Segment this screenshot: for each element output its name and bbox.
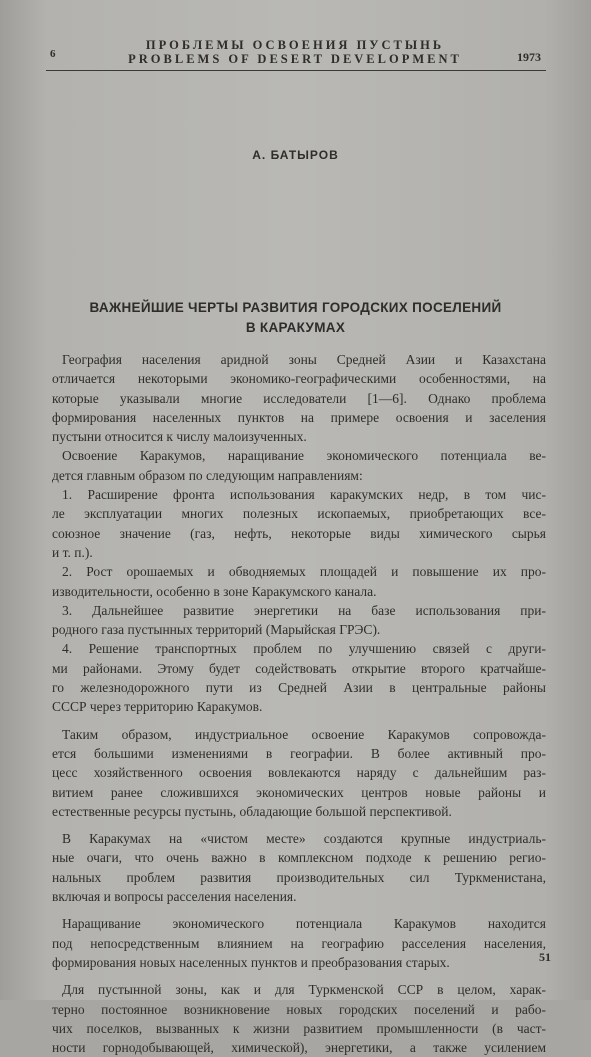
body-text-line: Для пустынной зоны, как и для Туркменской ССР в целом, харак-: [62, 982, 546, 998]
folio-page-number: 51: [539, 950, 551, 964]
body-text-line: Таким образом, индустриальное освоение Каракумов сопровожда-: [62, 726, 546, 742]
running-head-journal-ru: ПРОБЛЕМЫ ОСВОЕНИЯ ПУСТЫНЬ: [145, 38, 445, 52]
running-head-page-number: 6: [50, 48, 56, 60]
article-author: А. БАТЫРОВ: [252, 148, 339, 162]
body-text-line: 4. Решение транспортных проблем по улучшению связей с други-: [62, 641, 546, 657]
article-body: [52, 350, 546, 1057]
header-rule: [46, 70, 546, 71]
body-text-line: ется большими изменениями в географии. В более активный про-: [52, 745, 546, 761]
body-text-line: под непосредственным влиянием на географию расселения населения,: [52, 935, 546, 951]
body-text-line: союзное значение (газ, нефть, некоторые виды химического сырья: [52, 525, 546, 541]
body-text-line: отличается некоторыми экономико-географическими особенностями, на: [52, 371, 546, 387]
body-text-line: География населения аридной зоны Средней Азии и Казахстана: [62, 352, 546, 367]
body-text-line: 3. Дальнейшее развитие энергетики на базе использования при-: [62, 602, 546, 618]
body-text-line: 2. Рост орошаемых и обводняемых площадей и повышение их про-: [62, 564, 546, 580]
paragraph-gap: [52, 972, 546, 980]
body-text-line: дется главным образом по следующим направлениям:: [52, 467, 363, 483]
body-text-line: Освоение Каракумов, наращивание экономического потенциала ве-: [62, 448, 546, 464]
paragraph-gap: [52, 821, 546, 829]
article-title-line: В КАРАКУМАХ: [245, 320, 346, 335]
body-text-line: чих поселков, вызванных к жизни развитием промышленности (в част-: [52, 1020, 546, 1036]
paragraph-gap: [52, 717, 546, 725]
body-text-line: формирования населенных пунктов на примере освоения и заселения: [52, 409, 546, 425]
body-text-line: 1. Расширение фронта использования каракумских недр, в том чис-: [62, 487, 546, 503]
body-text-line: пустыни относится к числу малоизученных.: [52, 429, 307, 445]
body-text-line: цесс хозяйственного освоения вовлекаются наряду с дальнейшим раз-: [52, 765, 546, 781]
body-text-line: родного газа пустынных территорий (Марыйская ГРЭС).: [52, 622, 381, 638]
body-text-line: Наращивание экономического потенциала Каракумов находится: [62, 916, 546, 932]
running-head-year: 1973: [517, 50, 541, 64]
body-text-line: ле эксплуатации многих полезных ископаемых, приобретающих все-: [52, 506, 546, 522]
body-text-line: включая и вопросы расселения населения.: [52, 889, 297, 905]
running-head-journal-en: PROBLEMS OF DESERT DEVELOPMENT: [128, 52, 462, 66]
body-text-line: терно постоянное возникновение новых городских поселений и рабо-: [52, 1001, 546, 1017]
body-text-line: СССР через территорию Каракумов.: [52, 699, 263, 715]
body-text-line: изводительности, особенно в зоне Каракумского канала.: [52, 583, 377, 599]
body-text-line: нальных проблем развития производительных сил Туркменистана,: [52, 869, 546, 885]
body-text-line: ные очаги, что очень важно в комплексном подходе к решению регио-: [52, 850, 546, 866]
body-text-line: естественные ресурсы пустынь, обладающие большой перспективой.: [52, 803, 452, 819]
article-title: [40, 298, 551, 338]
body-text-line: формирования новых населенных пунктов и преобразования старых.: [52, 954, 450, 970]
body-text-line: витием ранее сложившихся экономических центров новые районы и: [52, 784, 546, 800]
body-text-line: и т. п.).: [52, 544, 93, 560]
body-text-line: ности горнодобывающей, химической), энергетики, а также усилением: [52, 1040, 546, 1056]
body-text-line: В Каракумах на «чистом месте» создаются крупные индустриаль-: [62, 831, 546, 847]
body-text-line: ми районами. Этому будет содействовать открытие второго кратчайше-: [52, 660, 546, 676]
body-text-line: го железнодорожного пути из Средней Азии в центральные районы: [52, 680, 546, 696]
article-title-line: ВАЖНЕЙШИЕ ЧЕРТЫ РАЗВИТИЯ ГОРОДСКИХ ПОСЕЛЕНИЙ: [89, 300, 502, 315]
paragraph-gap: [52, 906, 546, 914]
body-text-line: которые указывали многие исследователи [1—6]. Однако проблема: [52, 390, 546, 406]
